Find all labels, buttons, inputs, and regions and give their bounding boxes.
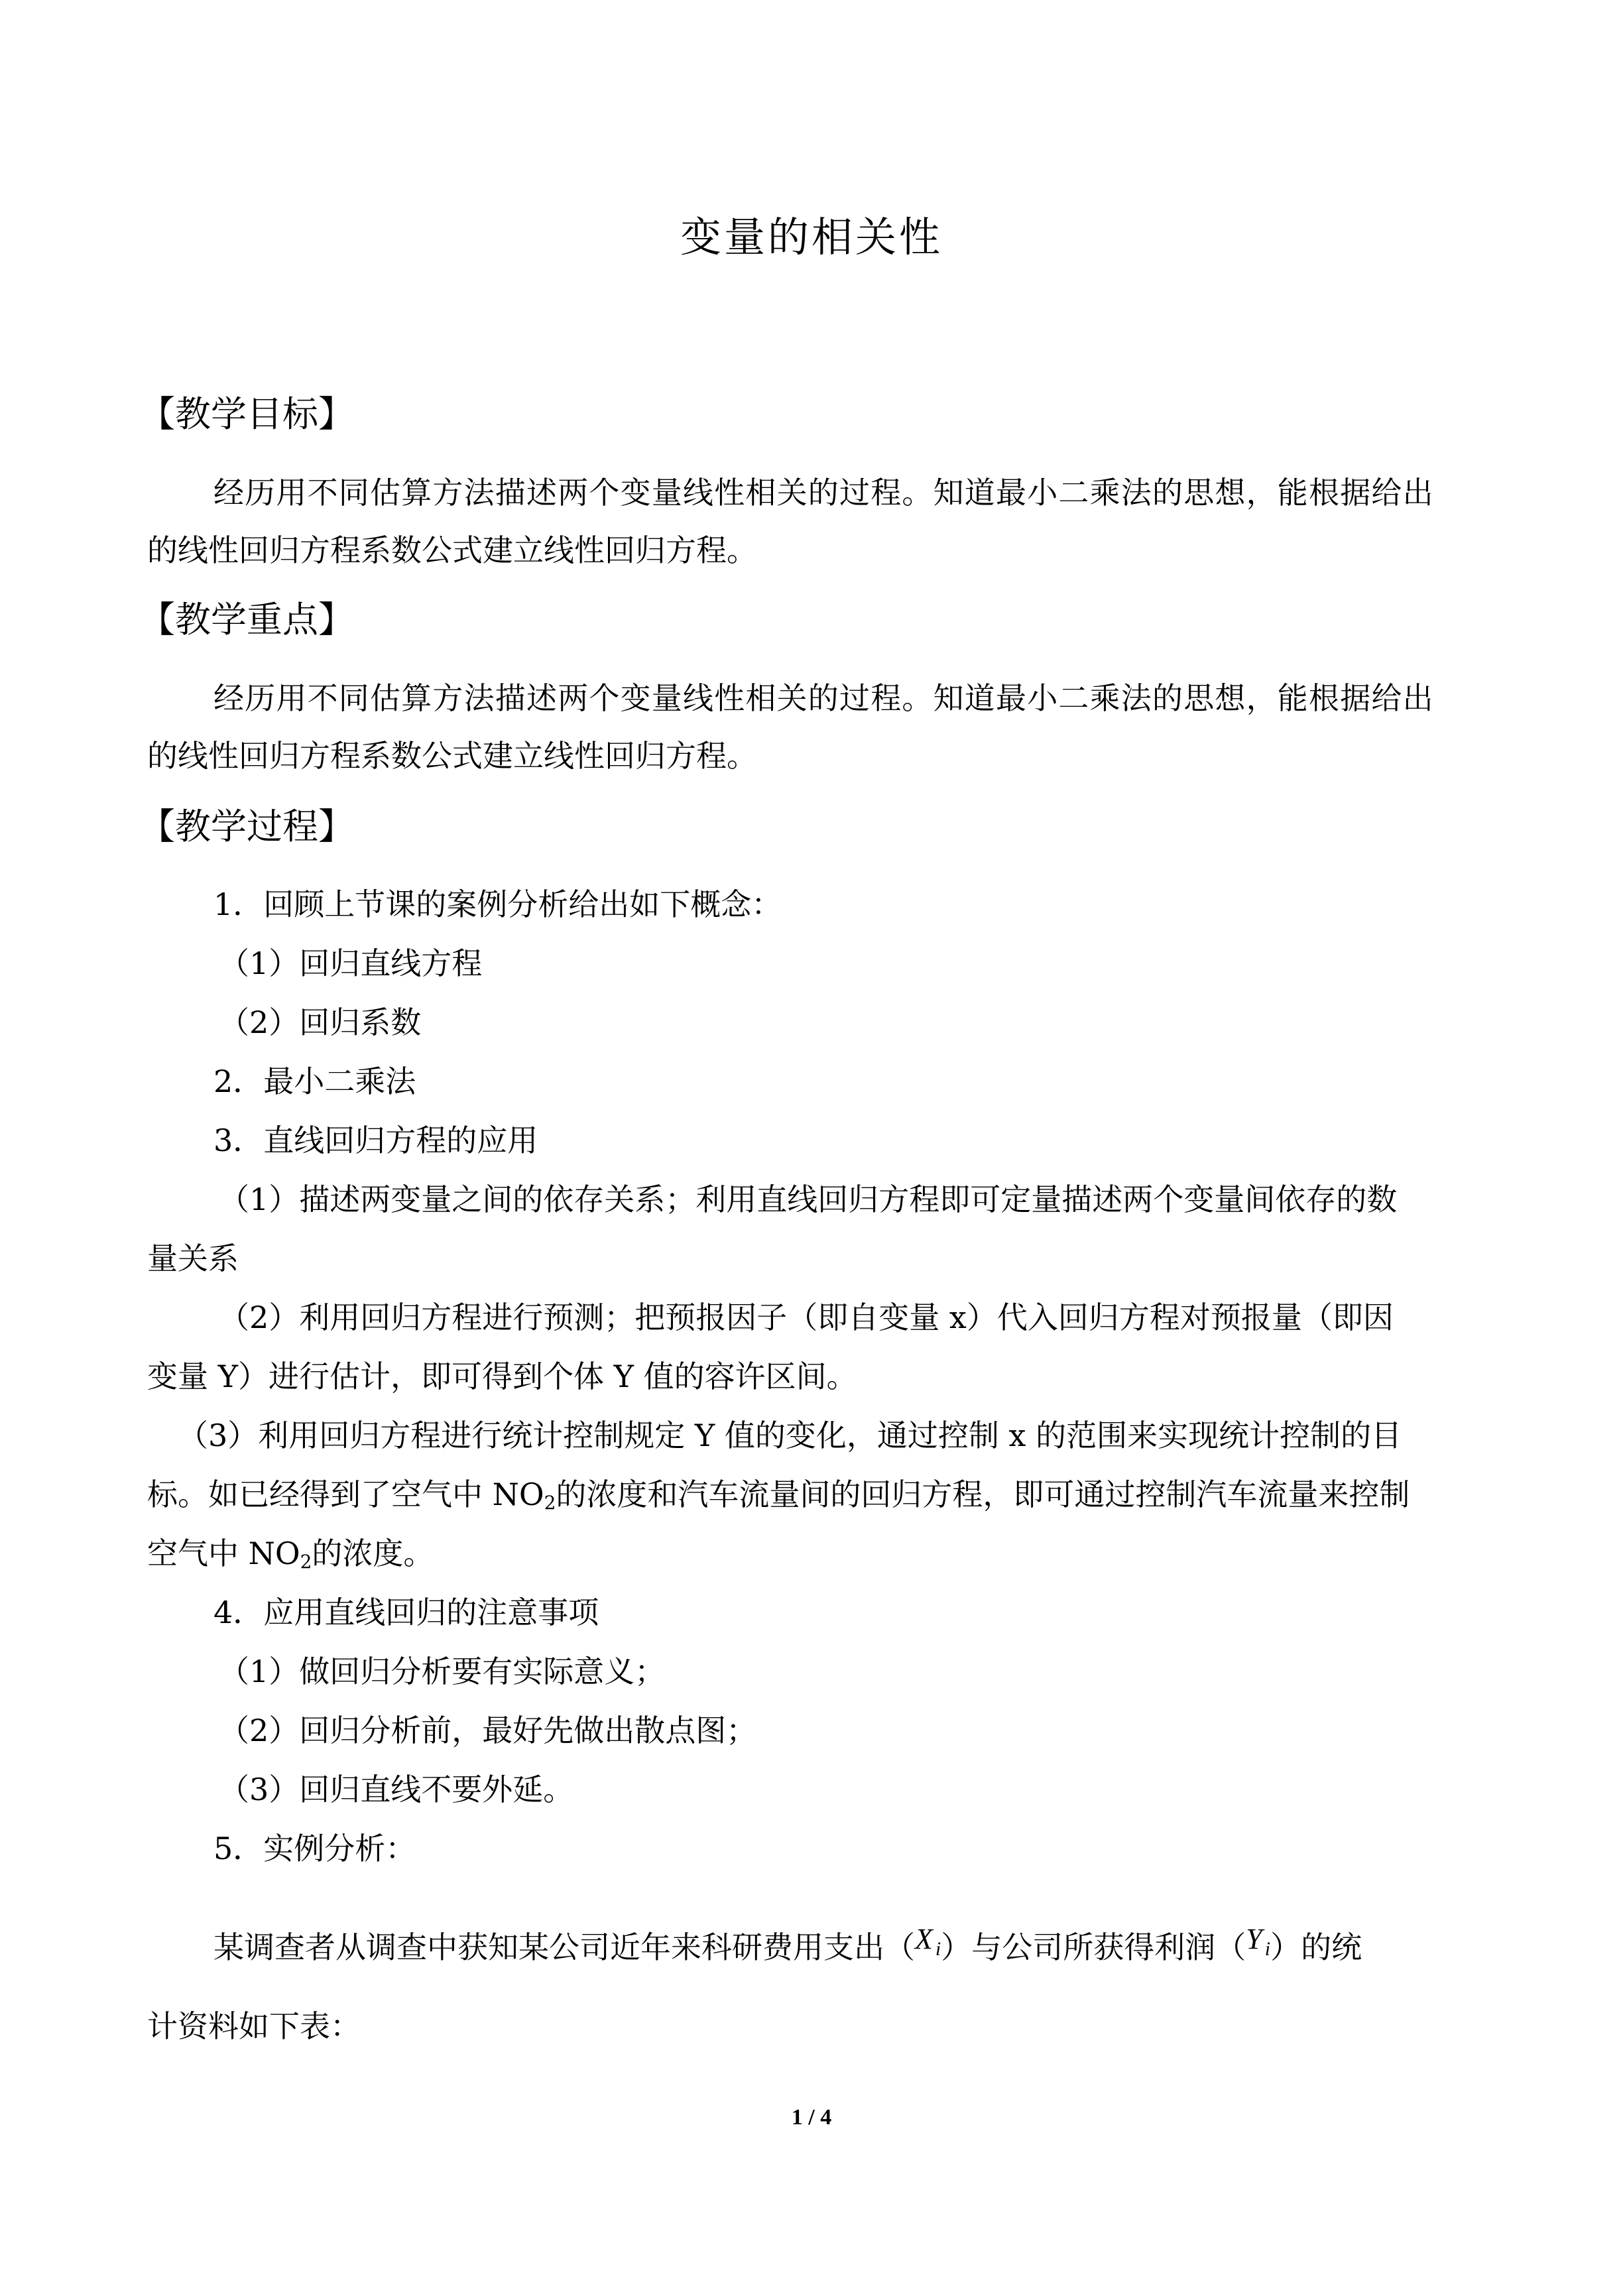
page-number: 1 / 4 (791, 2105, 832, 2130)
process-item-3: 3．直线回归方程的应用 (213, 1122, 538, 1158)
process-item-4-1: （1）做回归分析要有实际意义； (219, 1654, 666, 1689)
subscript: 2 (300, 1551, 312, 1573)
process-item-4-3: （3）回归直线不要外延。 (219, 1772, 574, 1807)
text-segment: 标。如已经得到了空气中 NO (147, 1477, 544, 1512)
math-subscript-i: i (935, 1938, 941, 1960)
example-line-2: 计资料如下表： (147, 2008, 361, 2044)
document-title: 变量的相关性 (680, 213, 943, 261)
text-segment: ）与公司所获得利润（ (941, 1929, 1246, 1965)
process-item-3-3-line-2 (147, 1474, 1410, 1515)
key-points-line-2: 的线性回归方程系数公式建立线性回归方程。 (147, 738, 757, 774)
math-subscript-i: i (1264, 1938, 1271, 1960)
subscript: 2 (544, 1492, 556, 1514)
process-item-1-2: （2）回归系数 (219, 1004, 422, 1040)
process-item-3-1-line-1: （1）描述两变量之间的依存关系；利用直线回归方程即可定量描述两个变量间依存的数 (219, 1181, 1398, 1217)
process-item-3-1-line-2: 量关系 (147, 1240, 239, 1276)
math-variable-x: X (915, 1923, 933, 1955)
process-item-1-1: （1）回归直线方程 (219, 945, 483, 981)
heading-objectives: 【教学目标】 (139, 393, 354, 435)
process-item-3-3-line-1: （3）利用回归方程进行统计控制规定 Y 值的变化，通过控制 x 的范围来实现统计控制的目 (178, 1418, 1402, 1453)
heading-process: 【教学过程】 (139, 806, 354, 847)
text-segment: 的浓度。 (312, 1536, 434, 1571)
text-segment: 的浓度和汽车流量间的回归方程，即可通过控制汽车流量来控制 (556, 1477, 1410, 1512)
objectives-line-1: 经历用不同估算方法描述两个变量线性相关的过程。知道最小二乘法的思想，能根据给出 (213, 475, 1434, 511)
process-item-3-3-line-3 (147, 1533, 434, 1574)
process-item-5: 5．实例分析： (213, 1831, 416, 1866)
math-variable-y: Y (1246, 1923, 1262, 1955)
process-item-3-2-line-1: （2）利用回归方程进行预测；把预报因子（即自变量 x）代入回归方程对预报量（即因 (219, 1299, 1394, 1335)
process-item-3-2-line-2: 变量 Y）进行估计，即可得到个体 Y 值的容许区间。 (147, 1359, 857, 1394)
text-segment: 空气中 NO (147, 1536, 300, 1571)
text-segment: ）的统 (1270, 1929, 1362, 1965)
key-points-line-1: 经历用不同估算方法描述两个变量线性相关的过程。知道最小二乘法的思想，能根据给出 (213, 680, 1434, 716)
process-item-4-2: （2）回归分析前，最好先做出散点图； (219, 1713, 757, 1748)
text-segment: 某调查者从调查中获知某公司近年来科研费用支出（ (213, 1929, 915, 1965)
process-item-1: 1．回顾上节课的案例分析给出如下概念： (213, 886, 782, 922)
example-line-1 (213, 1923, 1362, 1972)
process-item-2: 2．最小二乘法 (213, 1063, 416, 1099)
process-item-4: 4．应用直线回归的注意事项 (213, 1595, 599, 1630)
heading-key-points: 【教学重点】 (139, 599, 354, 640)
objectives-line-2: 的线性回归方程系数公式建立线性回归方程。 (147, 532, 757, 568)
